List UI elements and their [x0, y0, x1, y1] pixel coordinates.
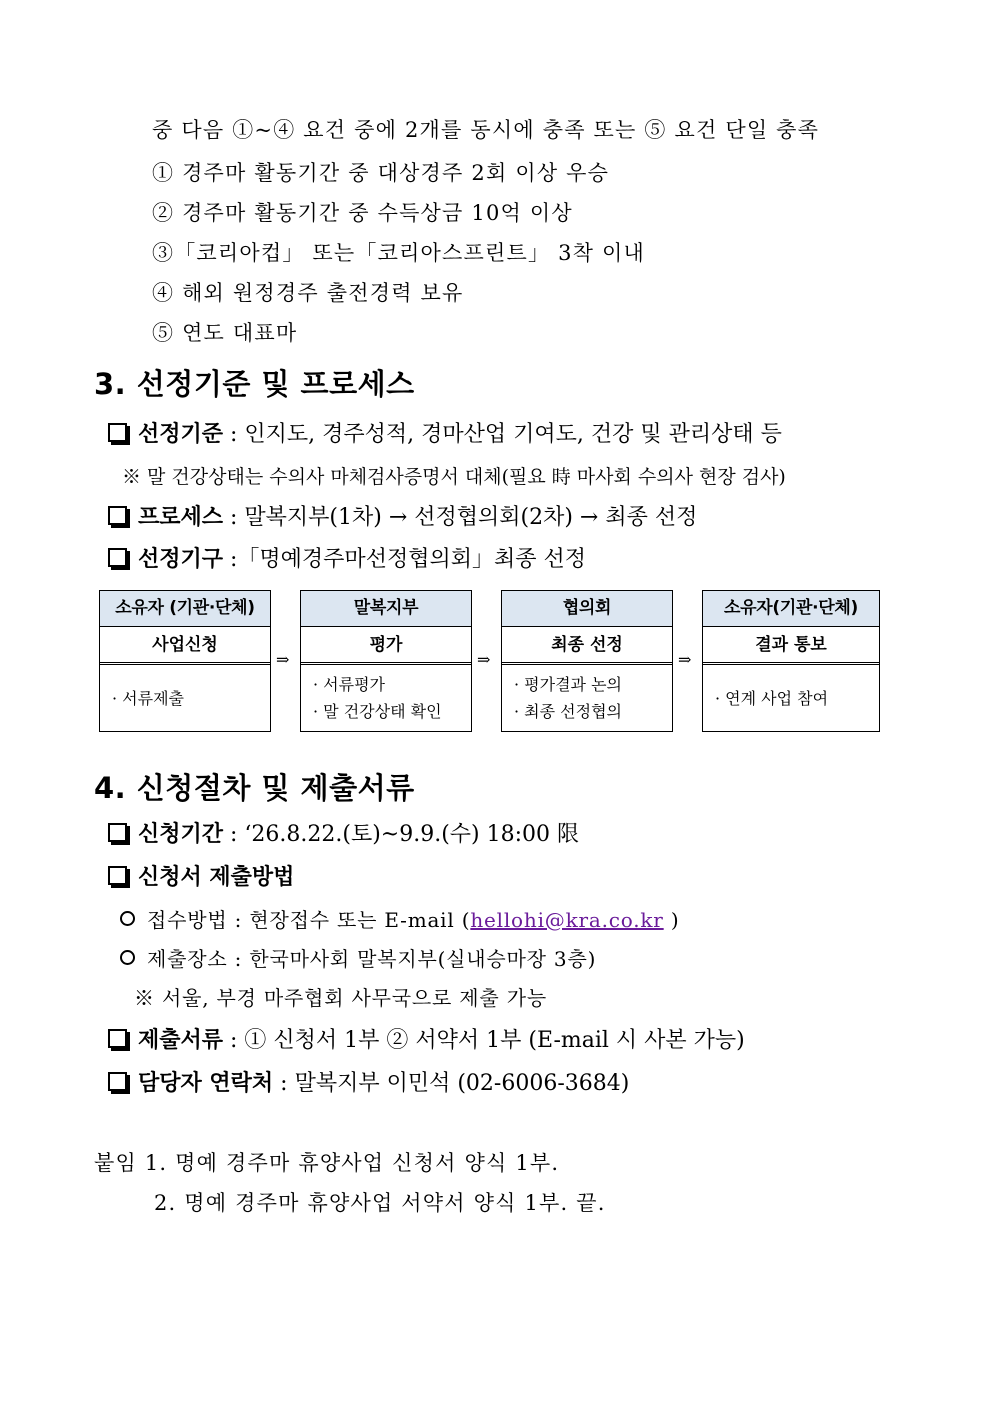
condition-item-5: ⑤ 연도 대표마: [152, 321, 298, 345]
circle-bullet-icon: [120, 911, 135, 926]
receipt-row: [120, 904, 679, 933]
place-row: [120, 943, 596, 972]
flow-step-header: 소유자(기관·단체): [703, 591, 879, 627]
org-row: [108, 542, 586, 573]
contact-value: : 말복지부 이민석 (02-6006-3684): [280, 1071, 630, 1096]
flow-step-detail: · 연계 사업 참여: [715, 689, 829, 708]
checkbox-square-icon: [108, 866, 127, 885]
contact-row: [108, 1066, 629, 1097]
condition-item-2: ② 경주마 활동기간 중 수득상금 10억 이상: [152, 201, 573, 225]
flow-step-3: [501, 590, 673, 732]
flow-step-2: [300, 590, 472, 732]
flow-step-detail: · 서류평가: [313, 675, 385, 694]
checkbox-square-icon: [108, 1029, 127, 1048]
flow-step-name: 최종 선정: [502, 627, 672, 665]
receipt-text: 접수방법 : 현장접수 또는 E-mail (: [147, 908, 471, 932]
contact-label: 담당자 연락처: [138, 1070, 274, 1096]
section4-title: 4. 신청절차 및 제출서류: [94, 771, 415, 805]
condition-item-3: ③「코리아컵」 또는「코리아스프린트」 3착 이내: [152, 241, 645, 265]
checkbox-square-icon: [108, 823, 127, 842]
flow-step-1: [99, 590, 271, 732]
criteria-note: ※ 말 건강상태는 수의사 마체검사증명서 대체(필요 時 마사회 수의사 현장 검사): [122, 466, 786, 488]
docs-label: 제출서류: [138, 1027, 224, 1053]
criteria-row: [108, 417, 782, 448]
condition-item-1: ① 경주마 활동기간 중 대상경주 2회 이상 우승: [152, 161, 610, 185]
place-text: 제출장소 : 한국마사회 말복지부(실내승마장 3층): [147, 947, 597, 971]
flow-step-4: [702, 590, 880, 732]
attachment-line-2: 2. 명예 경주마 휴양사업 서약서 양식 1부. 끝.: [154, 1191, 606, 1215]
checkbox-square-icon: [108, 548, 127, 567]
docs-value: : ① 신청서 1부 ② 서약서 1부 (E-mail 시 사본 가능): [230, 1028, 745, 1053]
flow-arrow-icon: ⇒: [276, 650, 290, 669]
place-note: ※ 서울, 부경 마주협회 사무국으로 제출 가능: [134, 986, 547, 1010]
org-label: 선정기구: [138, 546, 224, 572]
flow-step-header: 말복지부: [301, 591, 471, 627]
flow-step-name: 평가: [301, 627, 471, 665]
docs-row: [108, 1023, 745, 1054]
method-label: 신청서 제출방법: [138, 864, 295, 890]
section3-title: 3. 선정기준 및 프로세스: [94, 367, 415, 401]
checkbox-square-icon: [108, 1072, 127, 1091]
flow-step-detail: · 평가결과 논의: [514, 675, 622, 694]
email-link[interactable]: hellohi@kra.co.kr: [470, 908, 664, 932]
checkbox-square-icon: [108, 506, 127, 525]
criteria-value: : 인지도, 경주성적, 경마산업 기여도, 건강 및 관리상태 등: [230, 422, 782, 447]
process-label: 프로세스: [138, 504, 224, 530]
flow-step-header: 소유자 (기관·단체): [100, 591, 270, 627]
criteria-label: 선정기준: [138, 421, 224, 447]
process-row: [108, 500, 697, 531]
period-row: [108, 817, 579, 848]
circle-bullet-icon: [120, 950, 135, 965]
attachment-line-1: 붙임 1. 명예 경주마 휴양사업 신청서 양식 1부.: [94, 1151, 560, 1175]
receipt-suffix: ): [663, 908, 680, 932]
flow-step-detail: · 말 건강상태 확인: [313, 702, 442, 721]
conditions-intro: 중 다음 ①~④ 요건 중에 2개를 동시에 충족 또는 ⑤ 요건 단일 충족: [152, 118, 820, 142]
flow-step-detail: · 최종 선정협의: [514, 702, 622, 721]
flow-step-detail: · 서류제출: [112, 689, 184, 708]
flow-step-header: 협의회: [502, 591, 672, 627]
org-value: :「명예경주마선정협의회」최종 선정: [230, 547, 586, 572]
process-value: : 말복지부(1차) → 선정협의회(2차) → 최종 선정: [230, 505, 698, 530]
flow-arrow-icon: ⇒: [477, 650, 491, 669]
period-label: 신청기간: [138, 821, 224, 847]
flow-step-name: 사업신청: [100, 627, 270, 665]
method-row: [108, 860, 294, 891]
checkbox-square-icon: [108, 423, 127, 442]
flow-step-name: 결과 통보: [703, 627, 879, 665]
period-value: : ‘26.8.22.(토)~9.9.(수) 18:00 限: [230, 822, 580, 847]
flow-arrow-icon: ⇒: [678, 650, 692, 669]
condition-item-4: ④ 해외 원정경주 출전경력 보유: [152, 281, 464, 305]
